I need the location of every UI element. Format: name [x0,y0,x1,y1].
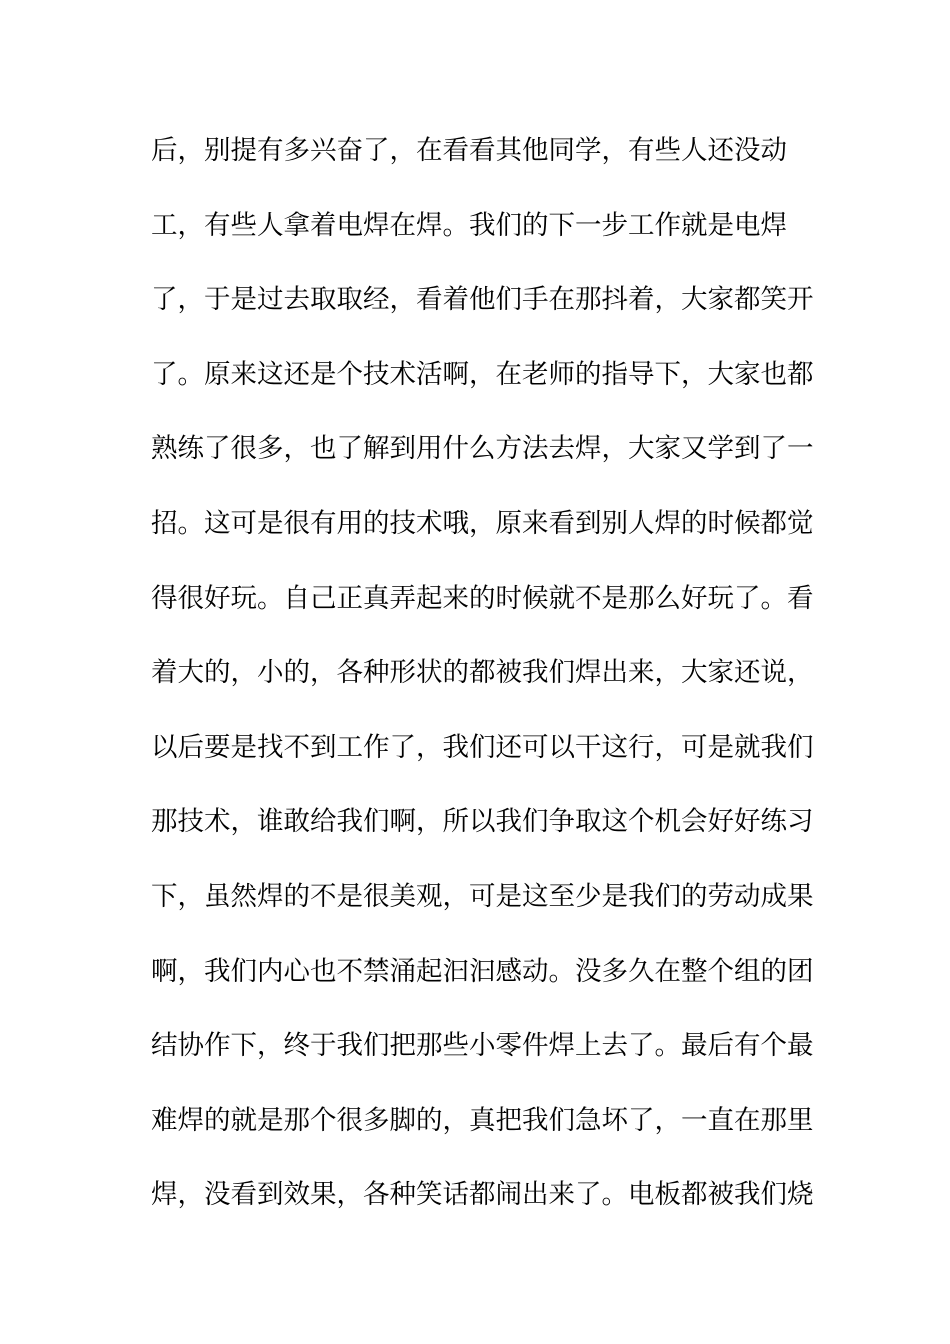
text-line-4: 了。原来这还是个技术活啊，在老师的指导下，大家也都 [151,358,814,390]
text-line-1: 后，别提有多兴奋了，在看看其他同学，有些人还没动 [151,135,787,166]
text-line-5: 熟练了很多，也了解到用什么方法去焊，大家又学到了一 [151,433,814,465]
text-line-11: 下，虽然焊的不是很美观，可是这至少是我们的劳动成果 [151,880,814,912]
text-line-7: 得很好玩。自己正真弄起来的时候就不是那么好玩了。看 [151,582,814,614]
text-line-13: 结协作下，终于我们把那些小零件焊上去了。最后有个最 [151,1030,814,1062]
text-line-14: 难焊的就是那个很多脚的，真把我们急坏了，一直在那里 [151,1104,814,1136]
text-line-8: 着大的，小的，各种形状的都被我们焊出来，大家还说， [151,657,814,689]
text-line-15: 焊，没看到效果，各种笑话都闹出来了。电板都被我们烧 [151,1179,814,1211]
text-line-2: 工，有些人拿着电焊在焊。我们的下一步工作就是电焊 [151,209,787,241]
text-line-9: 以后要是找不到工作了，我们还可以干这行，可是就我们 [151,731,814,763]
text-line-10: 那技术，谁敢给我们啊，所以我们争取这个机会好好练习 [151,806,814,838]
body-text [151,129,814,1248]
text-line-12: 啊，我们内心也不禁涌起汩汩感动。没多久在整个组的团 [151,955,814,987]
text-line-6: 招。这可是很有用的技术哦，原来看到别人焊的时候都觉 [151,507,814,539]
text-line-3: 了，于是过去取取经，看着他们手在那抖着，大家都笑开 [151,284,814,316]
